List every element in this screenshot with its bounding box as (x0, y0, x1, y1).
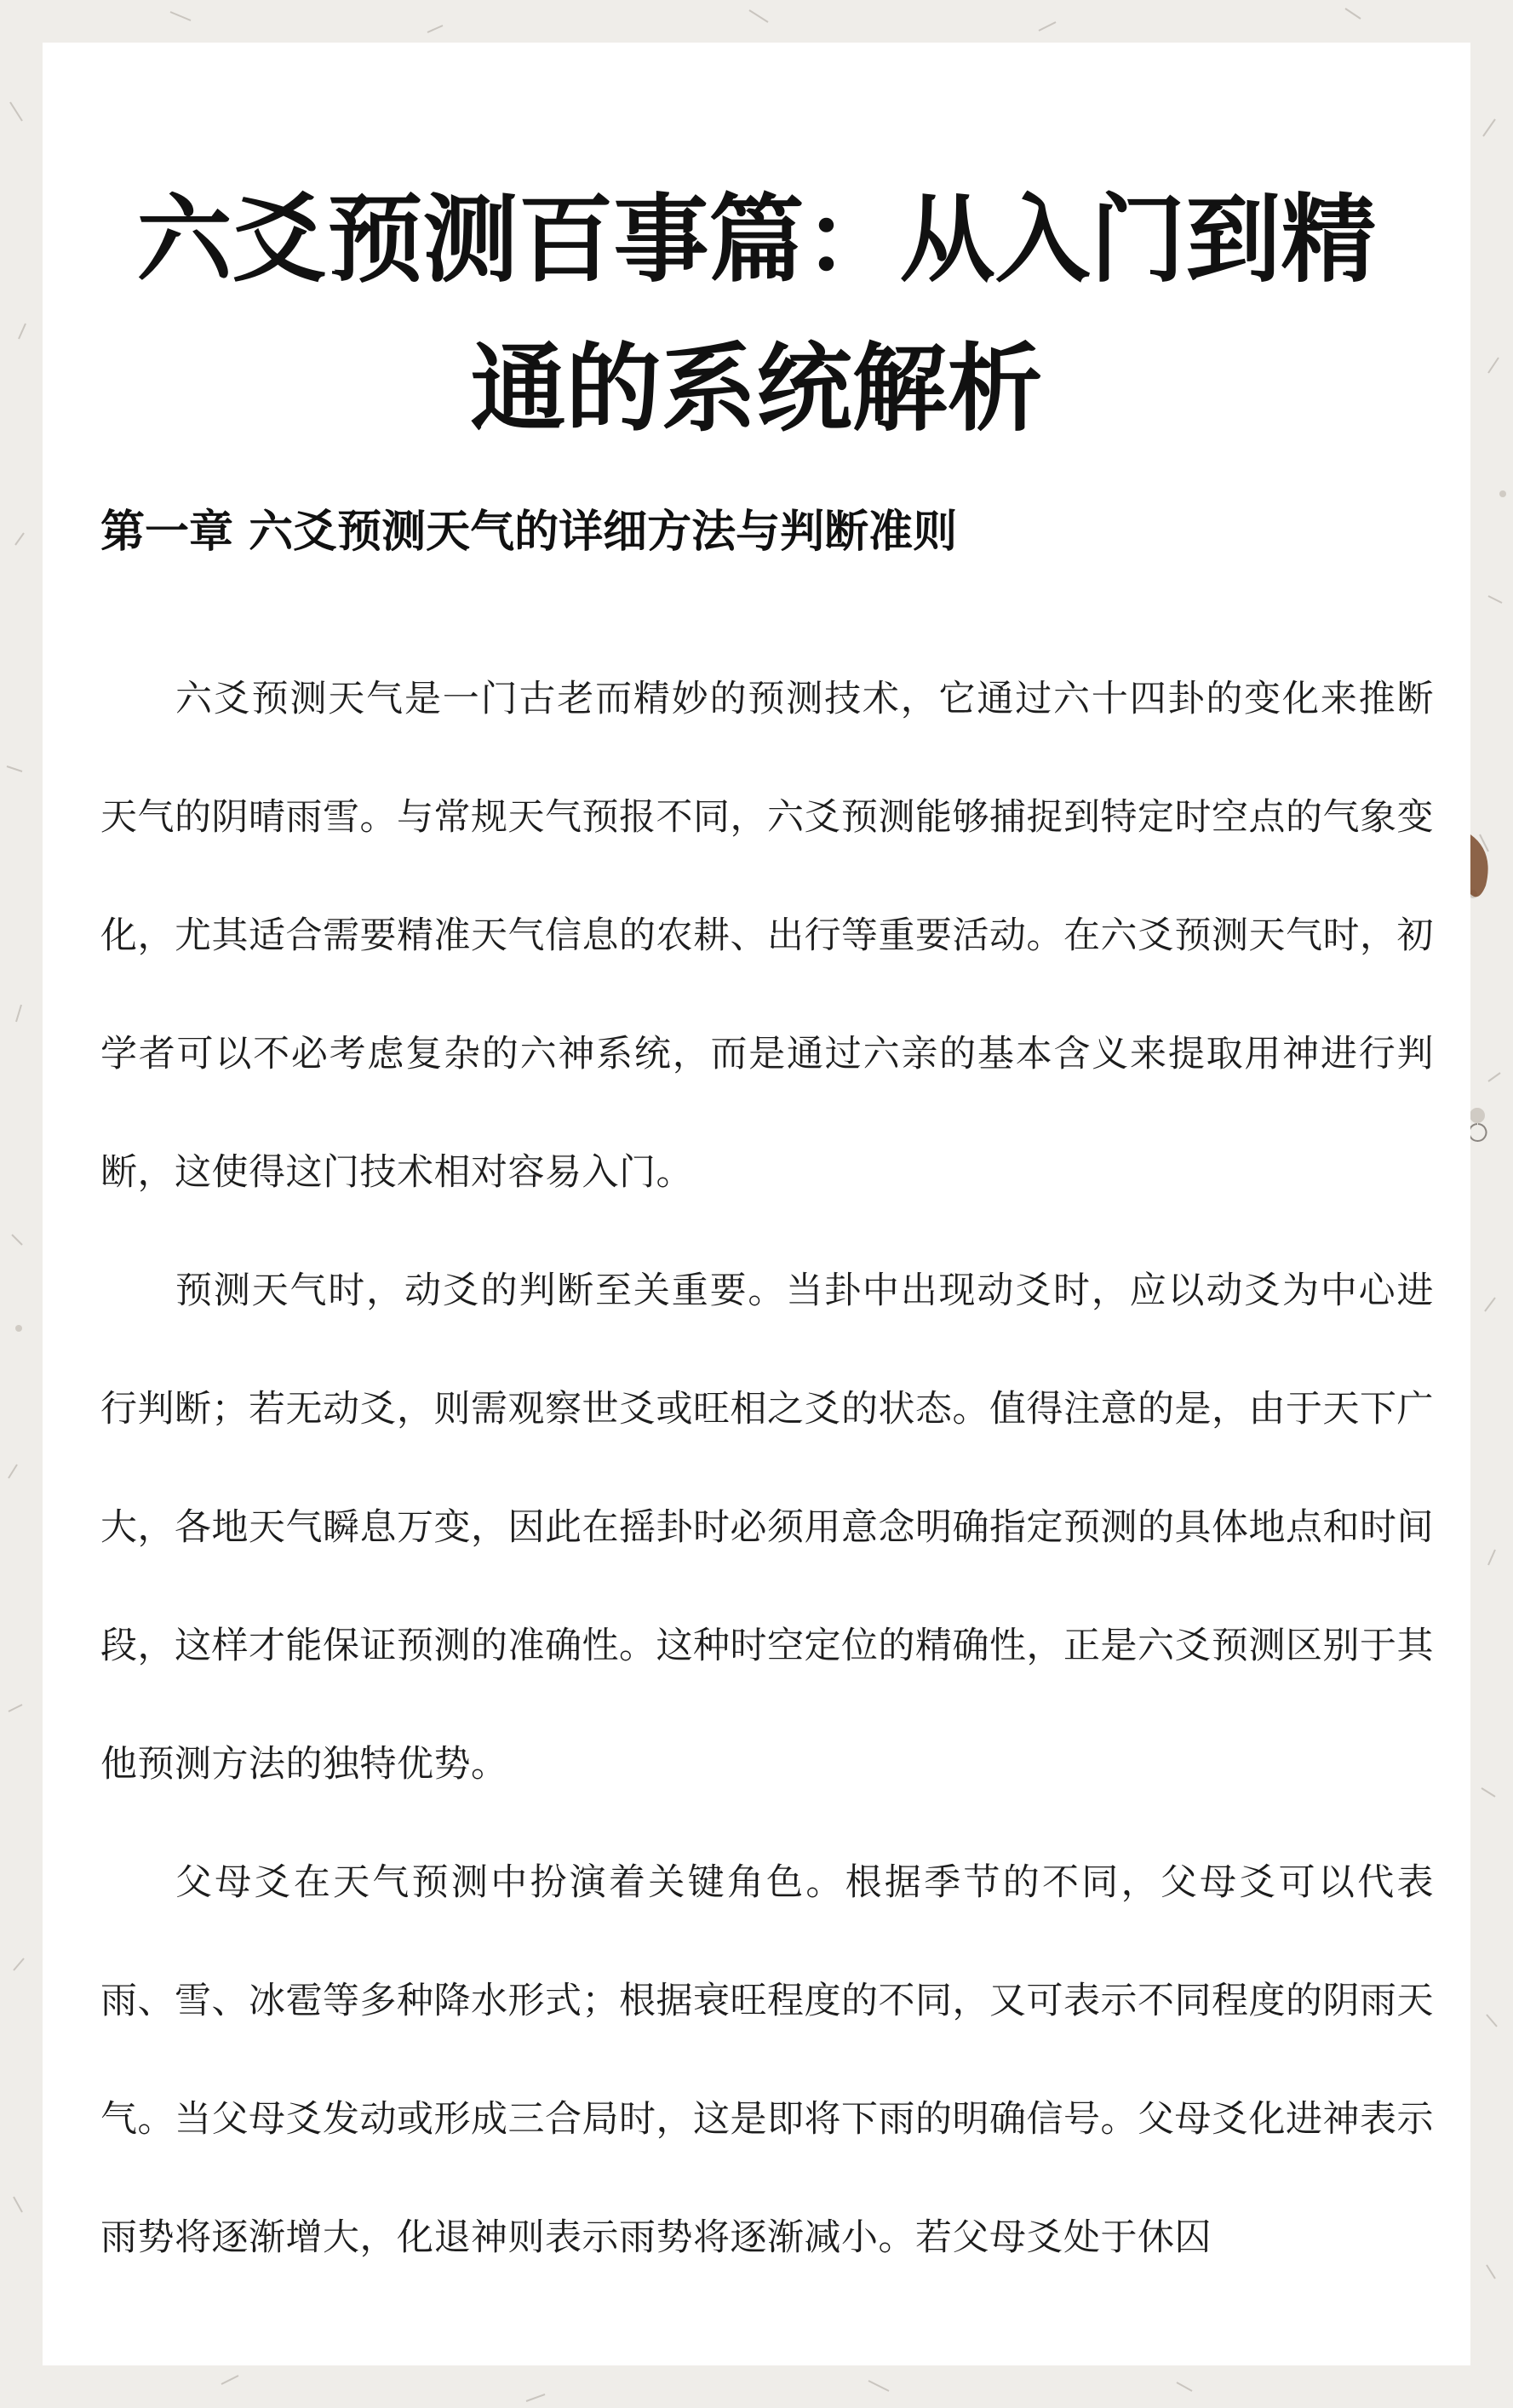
paragraph-1: 六爻预测天气是一门古老而精妙的预测技术，它通过六十四卦的变化来推断天气的阴晴雨雪。与常规天气预报不同，六爻预测能够捕捉到特定时空点的气象变化，尤其适合需要精准天气信息的农耕、出行等重要活动。在六爻预测天气时，初学者可以不必考虑复杂的六神系统，而是通过六亲的基本含义来提取用神进行判断，这使得这门技术相对容易入门。 (100, 678, 1434, 1194)
chapter-heading: 第一章 六爻预测天气的详细方法与判断准则 (100, 507, 958, 558)
article-title-line-2: 通的系统解析 (470, 334, 1043, 444)
document-page (43, 43, 1470, 2365)
article-body (100, 640, 1434, 2297)
article-title-line-1: 六爻预测百事篇：从入门到精 (136, 185, 1377, 295)
paragraph-2: 预测天气时，动爻的判断至关重要。当卦中出现动爻时，应以动爻为中心进行判断；若无动爻，则需观察世爻或旺相之爻的状态。值得注意的是，由于天下广大，各地天气瞬息万变，因此在摇卦时必须用意念明确指定预测的具体地点和时间段，这样才能保证预测的准确性。这种时空定位的精确性，正是六爻预测区别于其他预测方法的独特优势。 (100, 1270, 1434, 1786)
article-title (43, 166, 1470, 464)
paragraph-3: 父母爻在天气预测中扮演着关键角色。根据季节的不同，父母爻可以代表雨、雪、冰雹等多种降水形式；根据衰旺程度的不同，又可表示不同程度的阴雨天气。当父母爻发动或形成三合局时，这是即将下雨的明确信号。父母爻化进神表示雨势将逐渐增大，化退神则表示雨势将逐渐减小。若父母爻处于休囚 (100, 1861, 1434, 2259)
